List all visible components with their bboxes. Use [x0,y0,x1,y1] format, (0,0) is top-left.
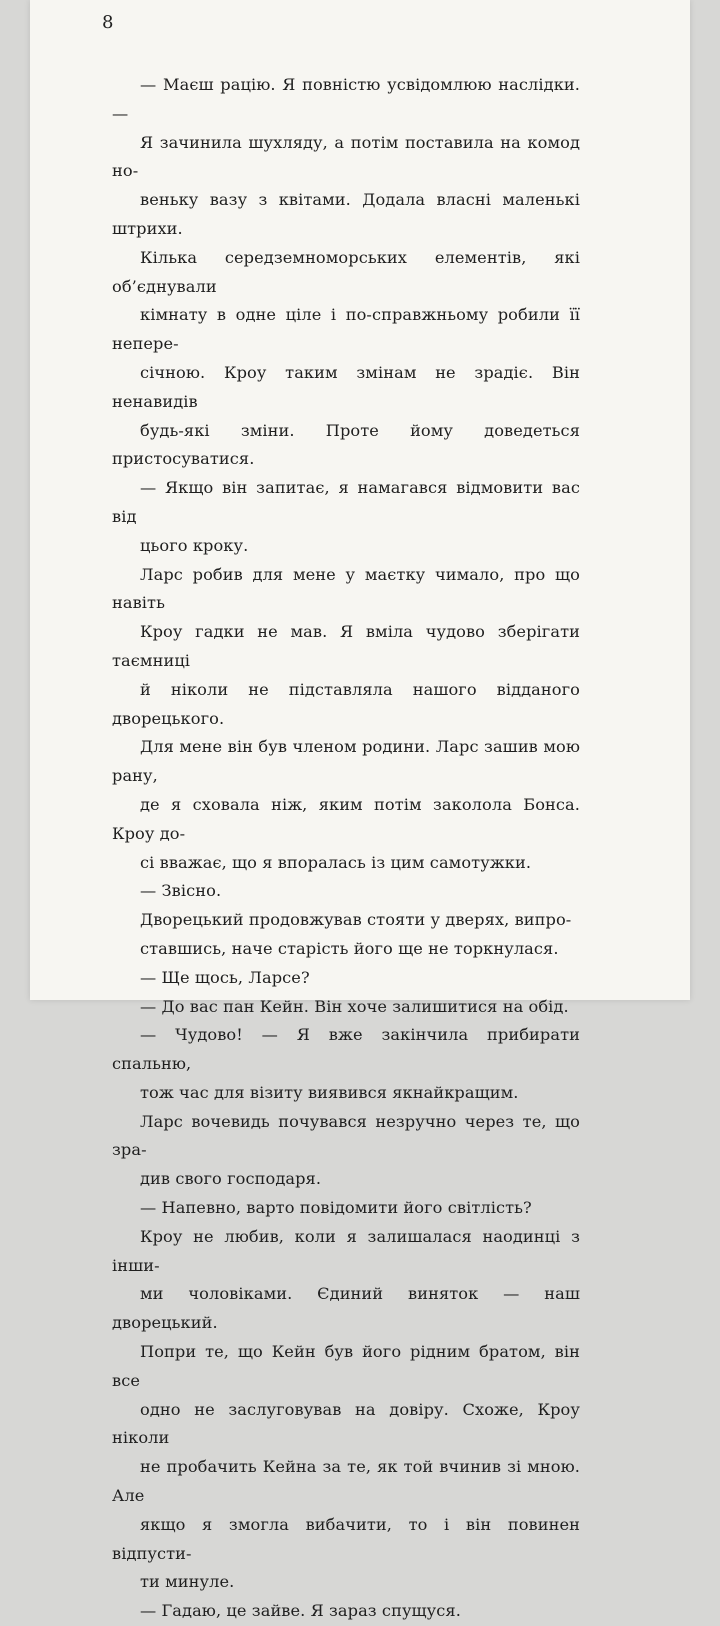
text-line: — Чудово! — Я вже закінчила прибирати спальню, [112,1025,580,1074]
text-line: якщо я змогла вибачити, то і він повинен відпусти- [112,1514,580,1563]
text-line: — До вас пан Кейн. Він хоче залишитися на обід. [140,996,569,1016]
paragraph [112,877,580,906]
page-body [112,71,580,1626]
text-line: будь-які зміни. Проте йому доведеться пристосуватися. [112,420,580,469]
paragraph [112,561,580,878]
text-line: Ларс вочевидь почувався незручно через те, що зра- [112,1111,580,1160]
text-line: ми чоловіками. Єдиний виняток — наш дворецький. [112,1284,580,1333]
paragraph [112,964,580,993]
text-line: Для мене він був членом родини. Ларс зашив мою рану, [112,737,580,786]
text-line: — Гадаю, це зайве. Я зараз спущуся. [140,1601,461,1621]
book-page [30,0,690,1621]
text-line: Кроу не любив, коли я залишалася наодинці з інши- [112,1226,580,1275]
text-line: січною. Кроу таким змінам не зрадіє. Він ненавидів [112,362,580,411]
text-line: Дворецький продовжував стояти у дверях, випро- [140,910,572,930]
text-line: кімнату в одне ціле і по-справжньому робили її непере- [112,305,580,354]
text-line: сі вважає, що я впоралась із цим самотужки. [140,852,532,872]
paragraph [112,1597,580,1626]
text-line: Я зачинила шухляду, а потім поставила на комод но- [112,132,580,181]
text-line: див свого господаря. [140,1169,322,1189]
text-line: тож час для візиту виявився якнайкращим. [140,1082,519,1102]
text-line: веньку вазу з квітами. Додала власні маленькі штрихи. [112,190,580,238]
text-line: — Якщо він запитає, я намагався відмовити вас від [112,478,580,526]
text-line: й ніколи не підставляла нашого відданого дворецького. [112,679,580,728]
paragraph [112,1021,580,1107]
text-line: — Звісно. [140,881,222,901]
paragraph [112,1108,580,1194]
page-number: 8 [102,12,114,33]
text-line: Попри те, що Кейн був його рідним братом, він все [112,1342,580,1390]
text-line: Ларс робив для мене у маєтку чимало, про що навіть [112,564,580,613]
paragraph [112,1194,580,1223]
text-line: Кроу гадки не мав. Я вміла чудово зберігати таємниці [112,622,580,670]
text-line: — Напевно, варто повідомити його світлість? [140,1198,532,1218]
paragraph [112,993,580,1022]
text-line: — Ще щось, Ларсе? [140,967,310,987]
text-line: де я сховала ніж, яким потім заколола Бонса. Кроу до- [112,794,580,843]
paragraph [112,1223,580,1597]
text-line: одно не заслуговував на довіру. Схоже, Кроу ніколи [112,1399,580,1448]
paragraph [112,906,580,964]
text-line: ти минуле. [140,1572,235,1592]
paragraph [112,71,580,474]
text-line: ставшись, наче старість його ще не торкнулася. [140,938,559,958]
text-line: не пробачить Кейна за те, як той вчинив зі мною. Але [112,1457,580,1506]
text-line: Кілька середземноморських елементів, які об’єднували [112,247,580,296]
text-line: — Маєш рацію. Я повністю усвідомлюю наслідки. — [112,75,580,123]
text-line: цього кроку. [140,535,249,555]
paragraph [112,474,580,560]
